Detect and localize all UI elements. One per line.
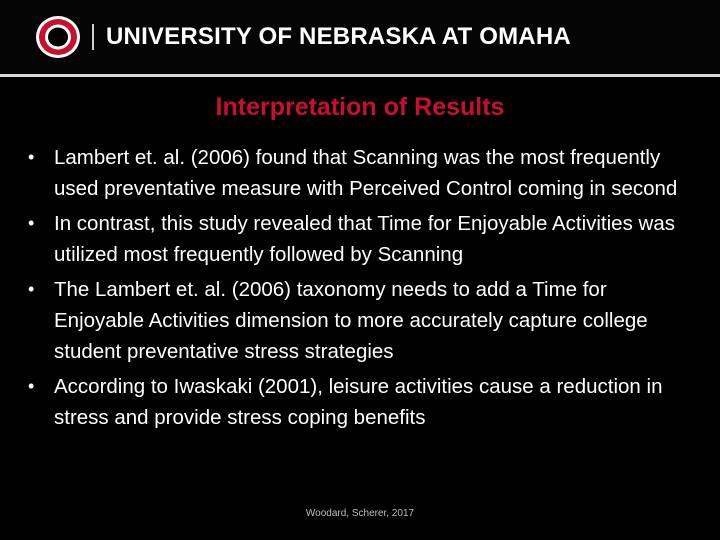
bullet-text: The Lambert et. al. (2006) taxonomy needs to add a Time for Enjoyable Activities dimension to more accurately capture college student preventative stress strategies <box>54 278 648 363</box>
bullet-item <box>25 371 695 433</box>
bullet-item <box>25 208 695 270</box>
bullet-dot: • <box>28 376 35 396</box>
bullet-dot: • <box>28 213 35 233</box>
slide-title: Interpretation of Results <box>215 93 505 121</box>
slide-footer: Woodard, Scherer, 2017 <box>305 508 415 519</box>
university-name: UNIVERSITY OF NEBRASKA AT OMAHA <box>106 23 571 50</box>
header-divider <box>92 24 94 50</box>
bullet-text: Lambert et. al. (2006) found that Scanning was the most frequently used preventative measure with Perceived Control coming in second <box>54 146 678 200</box>
bullet-text: In contrast, this study revealed that Time for Enjoyable Activities was utilized most frequently followed by Scanning <box>54 212 675 266</box>
header-rule <box>0 74 720 77</box>
bullet-list <box>25 142 695 437</box>
omaha-o-logo-icon <box>34 14 82 60</box>
header-bar <box>0 0 720 76</box>
bullet-dot: • <box>28 279 35 299</box>
bullet-text: According to Iwaskaki (2001), leisure activities cause a reduction in stress and provide stress coping benefits <box>54 375 663 429</box>
bullet-item <box>25 142 695 204</box>
bullet-dot: • <box>28 147 35 167</box>
bullet-item <box>25 274 695 367</box>
